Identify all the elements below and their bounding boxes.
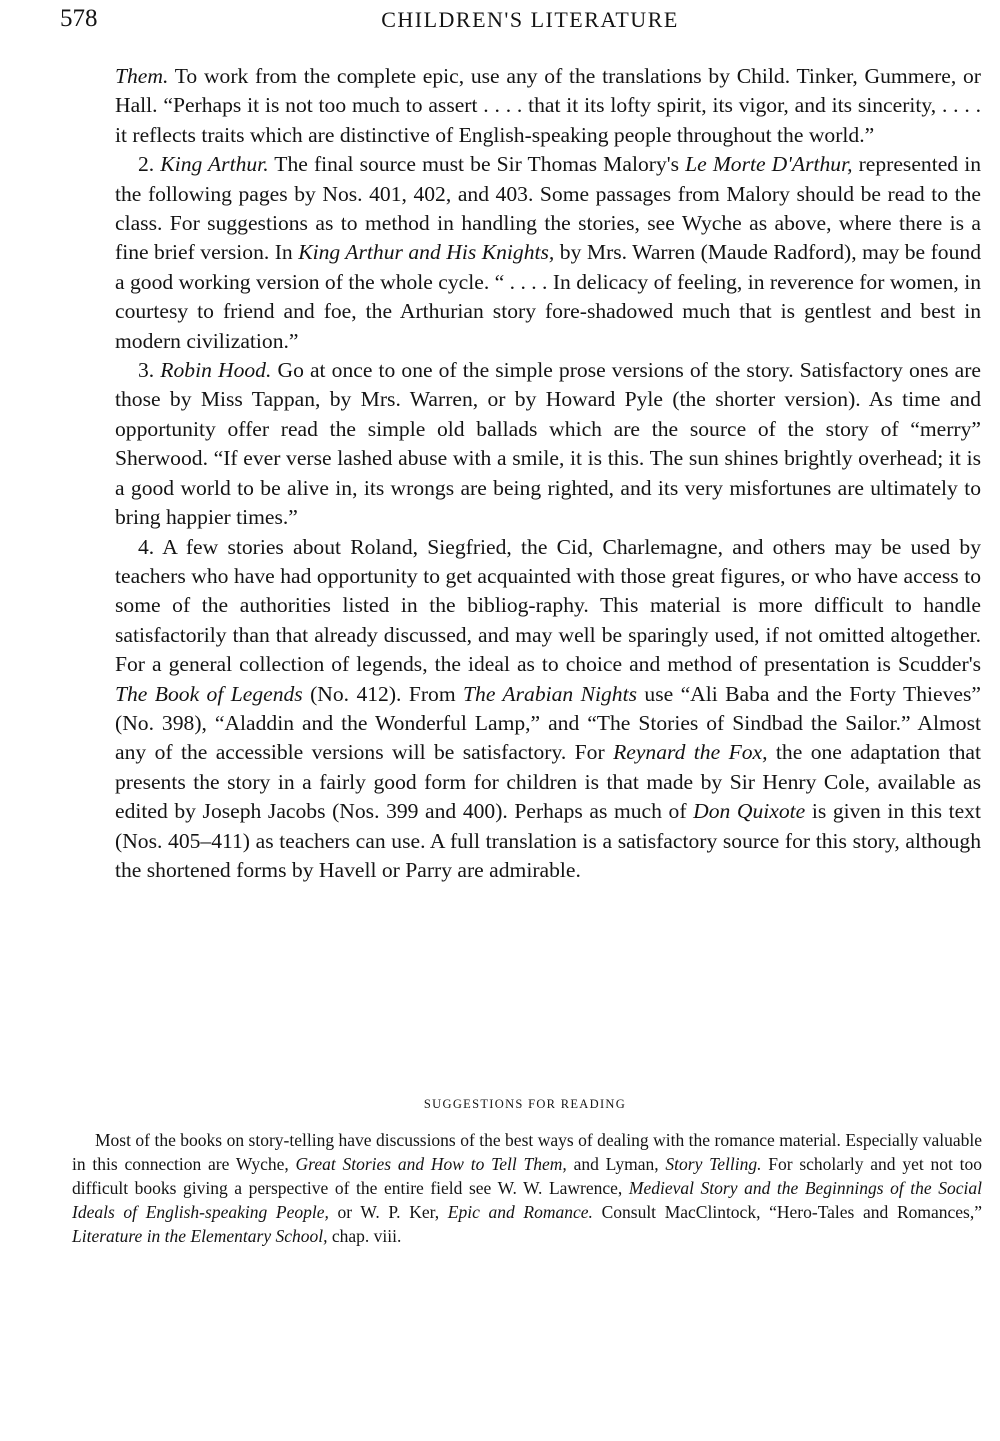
text-run: and Lyman, xyxy=(566,1154,666,1174)
item-number: 2. xyxy=(138,152,161,177)
italic-text: Le Morte D'Arthur, xyxy=(685,152,853,177)
text-run: represented in the following pages by Nos. 401, 402, and 403. Some passages from Malory should be read to the class. For suggestions as to method in handling the stories, see Wyche as above, where there is a fine brief version. In xyxy=(115,152,981,265)
text-run: For scholarly and yet not too difficult books giving a perspective of the entire field see W. W. Lawrence, xyxy=(72,1154,983,1198)
italic-text: Epic and Romance. xyxy=(447,1202,593,1222)
text-run: Go at once to one of the simple prose versions of the story. Satisfactory ones are those by Miss Tappan, by Mrs. Warren, or by Howard Pyle (the shorter version). As time and opportunity offer read the simple old ballads which are the source of the story of “merry” Sherwood. “If ever verse lashed abuse with a smile, it is this. The sun shines brightly overhead; it is a good world to be alive in, its wrongs are being righted, and its very misfortunes are ultimately to bring happier times.” xyxy=(115,358,981,530)
italic-text: Great Stories and How to Tell Them, xyxy=(295,1154,567,1174)
italic-text: Story Telling. xyxy=(665,1154,762,1174)
italic-text: King Arthur and His Knights, xyxy=(298,240,555,265)
text-run: Consult MacClintock, “Hero-Tales and Romances,” xyxy=(592,1202,982,1222)
running-head: CHILDREN'S LITERATURE xyxy=(381,7,679,32)
paragraph-them xyxy=(115,62,981,150)
italic-text: The Book of Legends xyxy=(115,681,303,706)
italic-text: Them. xyxy=(115,64,169,88)
paragraph-other-legends xyxy=(115,533,981,886)
text-run: use “Ali Baba and the Forty Thieves” (No. 398), “Aladdin and the Wonderful Lamp,” and “The Stories of Sindbad the Sailor.” Almost any of the accessible versions will be satisfactory. For xyxy=(115,681,981,765)
text-run: chap. viii. xyxy=(327,1226,402,1246)
text-run: The final source must be Sir Thomas Malory's xyxy=(268,152,686,177)
text-run: To work from the complete epic, use any of the translations by Child. Tinker, Gummere, or Hall. “Perhaps it is not too much to assert . . . . that it its lofty spirit, its vigor, and its sincerity, . . . . it reflects traits which are distinctive of English-speaking people throughout the world.” xyxy=(115,64,981,147)
italic-text: King Arthur. xyxy=(160,152,269,177)
paragraph-robin-hood xyxy=(115,356,981,532)
italic-text: Don Quixote xyxy=(693,799,806,824)
suggestions-for-reading xyxy=(72,1128,982,1248)
paragraph-king-arthur xyxy=(115,150,981,356)
text-run: (No. 412). From xyxy=(302,681,464,706)
italic-text: Reynard the Fox, xyxy=(613,740,768,765)
main-text xyxy=(115,62,981,885)
text-run: is given in this text (Nos. 405–411) as teachers can use. A full translation is a satisfactory source for this story, although the shortened forms by Havell or Parry are admirable. xyxy=(115,799,981,882)
reading-paragraph xyxy=(72,1128,982,1248)
italic-text: Literature in the Elementary School, xyxy=(72,1226,328,1246)
italic-text: Robin Hood. xyxy=(160,358,272,383)
text-run: Most of the books on story-telling have discussions of the best ways of dealing with the romance material. Especially valuable in this connection are Wyche, xyxy=(72,1130,982,1174)
italic-text: Medieval Story and the Beginnings of the Social Ideals of English-speaking People, xyxy=(72,1178,982,1222)
page-number: 578 xyxy=(60,5,98,32)
item-number: 3. xyxy=(138,358,161,383)
text-run: the one adaptation that presents the story in a fairly good form for children is that made by Sir Henry Cole, available as edited by Joseph Jacobs (Nos. 399 and 400). Perhaps as much of xyxy=(115,740,981,824)
text-run: 4. A few stories about Roland, Siegfried, the Cid, Charlemagne, and others may be used by teachers who have had opportunity to get acquainted with those great figures, or who have access to some of the authorities listed in the bibliog-raphy. This material is more difficult to handle satisfactorily than that already discussed, and may well be sparingly used, if not omitted altogether. For a general collection of legends, the ideal as to choice and method of presentation is Scudder's xyxy=(115,534,981,677)
section-title: SUGGESTIONS FOR READING xyxy=(423,1097,627,1111)
page-header xyxy=(60,5,980,37)
text-run: or W. P. Ker, xyxy=(328,1202,448,1222)
italic-text: The Arabian Nights xyxy=(463,681,637,706)
text-run: by Mrs. Warren (Maude Radford), may be found a good working version of the whole cycle. “ . . . . In delicacy of feeling, in reverence for women, in courtesy to friend and foe, the Arthurian story fore-shadowed much that is gentlest and best in modern civilization.” xyxy=(115,240,981,353)
